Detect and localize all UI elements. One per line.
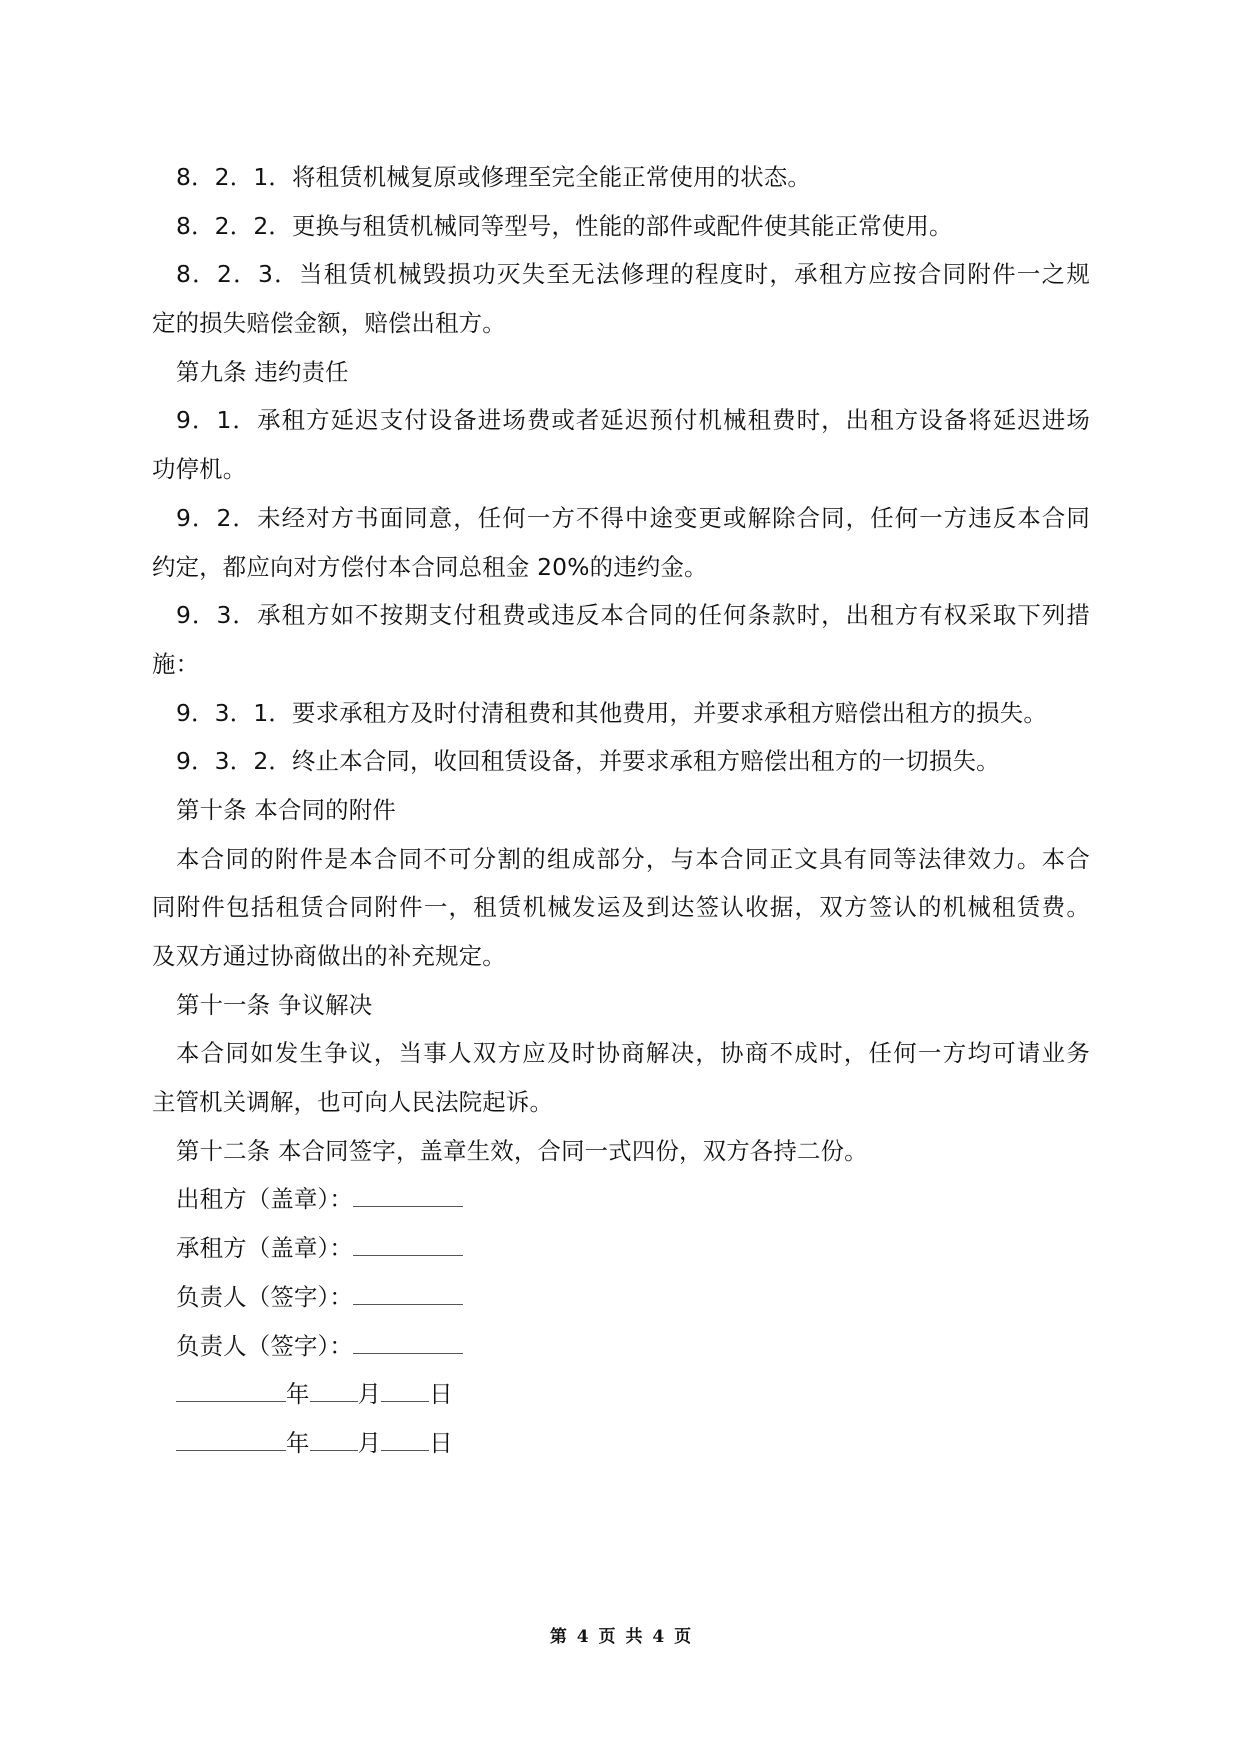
signature-blank[interactable] (353, 1335, 463, 1354)
clause-8-2-2: 8．2．2．更换与租赁机械同等型号，性能的部件或配件使其能正常使用。 (176, 211, 953, 240)
signature-blank[interactable] (353, 1188, 463, 1207)
signature-responsible-2 (152, 1322, 1090, 1371)
day-blank[interactable] (381, 1383, 429, 1402)
article-10-body-line1: 本合同的附件是本合同不可分割的组成部分，与本合同正文具有同等法律效力。本合 (176, 844, 1090, 873)
article-10-heading: 第十条 本合同的附件 (176, 795, 396, 824)
clause-9-2-line1: 9．2．未经对方书面同意，任何一方不得中途变更或解除合同，任何一方违反本合同 (176, 503, 1090, 532)
month-label: 月 (357, 1380, 382, 1409)
page-number-footer: 第 4 页 共 4 页 (549, 1627, 692, 1647)
clause-8-2-3-line1: 8．2．3．当租赁机械毁损功灭失至无法修理的程度时，承租方应按合同附件一之规 (176, 260, 1090, 289)
signature-blank[interactable] (353, 1286, 463, 1305)
article-12: 第十二条 本合同签字，盖章生效，合同一式四份，双方各持二份。 (176, 1136, 868, 1165)
document-page (152, 153, 1090, 1468)
article-9-heading: 第九条 违约责任 (176, 357, 349, 386)
signature-label: 负责人（签字）： (176, 1331, 354, 1360)
month-label: 月 (357, 1428, 382, 1457)
month-blank[interactable] (310, 1432, 358, 1451)
date-line-2 (152, 1419, 1090, 1468)
month-blank[interactable] (310, 1383, 358, 1402)
day-label: 日 (429, 1428, 453, 1457)
article-11-body-line1: 本合同如发生争议，当事人双方应及时协商解决，协商不成时，任何一方均可请业务 (176, 1039, 1090, 1068)
year-blank[interactable] (176, 1383, 286, 1402)
clause-9-3-line1: 9．3．承租方如不按期支付租费或违反本合同的任何条款时，出租方有权采取下列措 (176, 601, 1090, 630)
day-blank[interactable] (381, 1432, 429, 1451)
signature-label: 承租方（盖章）： (176, 1234, 354, 1263)
article-11-heading: 第十一条 争议解决 (176, 990, 373, 1019)
signature-blank[interactable] (353, 1237, 463, 1256)
year-label: 年 (286, 1380, 310, 1409)
signature-lessee (152, 1224, 1090, 1273)
signature-label: 出租方（盖章）： (176, 1185, 354, 1214)
year-blank[interactable] (176, 1432, 286, 1451)
article-10-body-line2: 同附件包括租赁合同附件一，租赁机械发运及到达签认收据，双方签认的机械租赁费。 (152, 893, 1090, 922)
day-label: 日 (429, 1380, 453, 1409)
clause-9-1-line2: 功停机。 (152, 455, 247, 484)
signature-responsible-1 (152, 1273, 1090, 1322)
clause-9-3-2: 9．3．2．终止本合同，收回租赁设备，并要求承租方赔偿出租方的一切损失。 (176, 747, 1000, 776)
clause-8-2-1: 8．2．1．将租赁机械复原或修理至完全能正常使用的状态。 (176, 163, 812, 191)
clause-9-3-line2: 施： (152, 649, 200, 678)
clause-9-1-line1: 9．1．承租方延迟支付设备进场费或者延迟预付机械租费时，出租方设备将延迟进场 (176, 406, 1090, 435)
signature-lessor (152, 1175, 1090, 1224)
date-line-1 (152, 1370, 1090, 1419)
clause-8-2-3-line2: 定的损失赔偿金额，赔偿出租方。 (152, 309, 506, 338)
signature-label: 负责人（签字）： (176, 1282, 354, 1311)
year-label: 年 (286, 1428, 310, 1457)
article-11-body-line2: 主管机关调解，也可向人民法院起诉。 (152, 1088, 554, 1117)
article-10-body-line3: 及双方通过协商做出的补充规定。 (152, 942, 506, 970)
clause-9-3-1: 9．3．1．要求承租方及时付清租费和其他费用，并要求承租方赔偿出租方的损失。 (176, 698, 1047, 727)
clause-9-2-line2: 约定，都应向对方偿付本合同总租金 20%的违约金。 (152, 552, 708, 581)
